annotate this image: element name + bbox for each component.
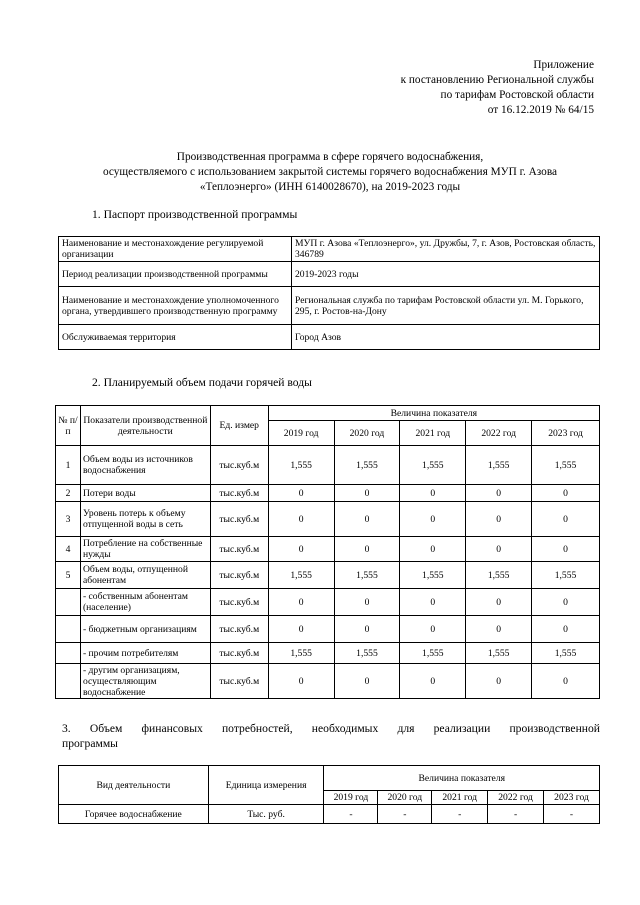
col-header-value: Величина показателя <box>324 766 600 791</box>
row-label: Потребление на собственные нужды <box>80 537 210 562</box>
passport-value: 2019-2023 годы <box>292 262 600 287</box>
value-cell: 1,555 <box>334 446 400 485</box>
col-header-year: 2019 год <box>324 791 378 805</box>
value-cell: - <box>488 805 544 824</box>
value-cell: 1,555 <box>400 446 466 485</box>
table-row <box>56 643 600 664</box>
row-unit: тыс.куб.м <box>210 485 268 502</box>
row-unit: тыс.куб.м <box>210 537 268 562</box>
row-number: 2 <box>56 485 81 502</box>
value-cell: 0 <box>268 485 334 502</box>
row-label: Объем воды, отпущенной абонентам <box>80 562 210 589</box>
value-cell: 0 <box>400 537 466 562</box>
table-row <box>59 262 600 287</box>
title-line: осуществляемого с использованием закрытой системы горячего водоснабжения МУП г. Азова <box>102 166 558 178</box>
section3-heading <box>62 721 600 751</box>
row-unit: тыс.куб.м <box>210 589 268 616</box>
row-number <box>56 616 81 643</box>
row-number: 4 <box>56 537 81 562</box>
table-header-row <box>59 766 600 791</box>
title-line: «Теплоэнерго» (ИНН 6140028670), на 2019-2023 годы <box>199 181 461 193</box>
table-row <box>56 446 600 485</box>
col-header-year: 2023 год <box>532 421 600 446</box>
table-row <box>56 589 600 616</box>
col-header-value: Величина показателя <box>268 406 599 421</box>
row-unit: тыс.куб.м <box>210 664 268 699</box>
table-row <box>59 237 600 262</box>
row-unit: тыс.куб.м <box>210 502 268 537</box>
col-header-unit: Единица измерения <box>208 766 324 805</box>
row-label: Объем воды из источников водоснабжения <box>80 446 210 485</box>
value-cell: 0 <box>400 616 466 643</box>
value-cell: 0 <box>268 664 334 699</box>
table-row <box>56 502 600 537</box>
table-row <box>56 616 600 643</box>
table-row <box>56 537 600 562</box>
passport-label: Период реализации производственной программы <box>59 262 292 287</box>
section3-heading-line: программы <box>62 737 118 750</box>
table-row <box>59 287 600 325</box>
value-cell: 1,555 <box>268 562 334 589</box>
passport-table <box>58 236 600 350</box>
value-cell: 1,555 <box>268 643 334 664</box>
appendix-line: по тарифам Ростовской области <box>440 89 594 101</box>
value-cell: 0 <box>334 589 400 616</box>
appendix-line: Приложение <box>533 59 594 71</box>
section2-heading: 2. Планируемый объем подачи горячей воды <box>92 376 312 389</box>
row-label: - собственным абонентам (население) <box>80 589 210 616</box>
col-header-year: 2023 год <box>544 791 600 805</box>
row-number <box>56 589 81 616</box>
value-cell: 0 <box>532 485 600 502</box>
appendix-line: к постановлению Региональной службы <box>400 74 594 86</box>
value-cell: 1,555 <box>334 562 400 589</box>
value-cell: - <box>544 805 600 824</box>
value-cell: 0 <box>400 485 466 502</box>
value-cell: 1,555 <box>400 562 466 589</box>
appendix-line: от 16.12.2019 № 64/15 <box>487 104 594 116</box>
col-header-year: 2021 год <box>432 791 488 805</box>
value-cell: 0 <box>268 537 334 562</box>
value-cell: 1,555 <box>466 643 532 664</box>
value-cell: 0 <box>268 502 334 537</box>
row-label: - бюджетным организациям <box>80 616 210 643</box>
value-cell: 0 <box>334 502 400 537</box>
row-number: 3 <box>56 502 81 537</box>
value-cell: 1,555 <box>466 562 532 589</box>
value-cell: 0 <box>466 664 532 699</box>
col-header-activity: Вид деятельности <box>59 766 209 805</box>
table-header-row <box>56 406 600 421</box>
value-cell: 0 <box>466 616 532 643</box>
document-title <box>50 150 610 195</box>
title-line: Производственная программа в сфере горячего водоснабжения, <box>176 151 484 163</box>
passport-value: Региональная служба по тарифам Ростовской области ул. М. Горького, 295, г. Ростов-на-Дону <box>292 287 600 325</box>
value-cell: - <box>378 805 432 824</box>
section3-heading-line: 3. Объем финансовых потребностей, необходимых для реализации производственной <box>62 722 600 735</box>
value-cell: 0 <box>268 616 334 643</box>
value-cell: 1,555 <box>532 562 600 589</box>
row-label: Уровень потерь к объему отпущенной воды в сеть <box>80 502 210 537</box>
value-cell: 1,555 <box>532 643 600 664</box>
value-cell: 0 <box>334 537 400 562</box>
value-cell: 0 <box>466 485 532 502</box>
row-label: - другим организациям, осуществляющим водоснабжение <box>80 664 210 699</box>
value-cell: 1,555 <box>532 446 600 485</box>
value-cell: 1,555 <box>334 643 400 664</box>
value-cell: 0 <box>466 537 532 562</box>
col-header-num: № п/п <box>56 406 81 446</box>
passport-value: Город Азов <box>292 325 600 350</box>
value-cell: 0 <box>532 589 600 616</box>
row-unit: тыс.куб.м <box>210 562 268 589</box>
water-supply-table <box>55 405 600 699</box>
value-cell: 0 <box>532 616 600 643</box>
col-header-year: 2020 год <box>378 791 432 805</box>
passport-label: Наименование и местонахождение уполномоченного органа, утвердившего производственную программу <box>59 287 292 325</box>
passport-label: Обслуживаемая территория <box>59 325 292 350</box>
value-cell: 1,555 <box>400 643 466 664</box>
appendix-block <box>274 58 594 118</box>
value-cell: 0 <box>400 589 466 616</box>
activity-cell: Горячее водоснабжение <box>59 805 209 824</box>
row-number: 5 <box>56 562 81 589</box>
col-header-year: 2020 год <box>334 421 400 446</box>
table-row <box>56 562 600 589</box>
col-header-year: 2019 год <box>268 421 334 446</box>
value-cell: 0 <box>466 589 532 616</box>
section1-heading: 1. Паспорт производственной программы <box>92 208 298 221</box>
table-row <box>56 664 600 699</box>
col-header-unit: Ед. измер <box>210 406 268 446</box>
value-cell: - <box>324 805 378 824</box>
col-header-year: 2022 год <box>466 421 532 446</box>
passport-label: Наименование и местонахождение регулируемой организации <box>59 237 292 262</box>
row-number <box>56 664 81 699</box>
value-cell: 0 <box>334 664 400 699</box>
finance-table <box>58 765 600 824</box>
value-cell: 0 <box>400 664 466 699</box>
row-number <box>56 643 81 664</box>
value-cell: 0 <box>466 502 532 537</box>
unit-cell: Тыс. руб. <box>208 805 324 824</box>
table-row <box>59 325 600 350</box>
table-row <box>59 805 600 824</box>
value-cell: 0 <box>532 664 600 699</box>
col-header-year: 2021 год <box>400 421 466 446</box>
table-row <box>56 485 600 502</box>
value-cell: 0 <box>334 485 400 502</box>
value-cell: 0 <box>268 589 334 616</box>
value-cell: - <box>432 805 488 824</box>
passport-value: МУП г. Азова «Теплоэнерго», ул. Дружбы, 7, г. Азов, Ростовская область, 346789 <box>292 237 600 262</box>
value-cell: 0 <box>334 616 400 643</box>
row-number: 1 <box>56 446 81 485</box>
row-unit: тыс.куб.м <box>210 446 268 485</box>
row-unit: тыс.куб.м <box>210 643 268 664</box>
value-cell: 0 <box>400 502 466 537</box>
col-header-year: 2022 год <box>488 791 544 805</box>
value-cell: 0 <box>532 502 600 537</box>
row-unit: тыс.куб.м <box>210 616 268 643</box>
value-cell: 0 <box>532 537 600 562</box>
col-header-indicators: Показатели производственной деятельности <box>80 406 210 446</box>
value-cell: 1,555 <box>268 446 334 485</box>
value-cell: 1,555 <box>466 446 532 485</box>
row-label: - прочим потребителям <box>80 643 210 664</box>
row-label: Потери воды <box>80 485 210 502</box>
